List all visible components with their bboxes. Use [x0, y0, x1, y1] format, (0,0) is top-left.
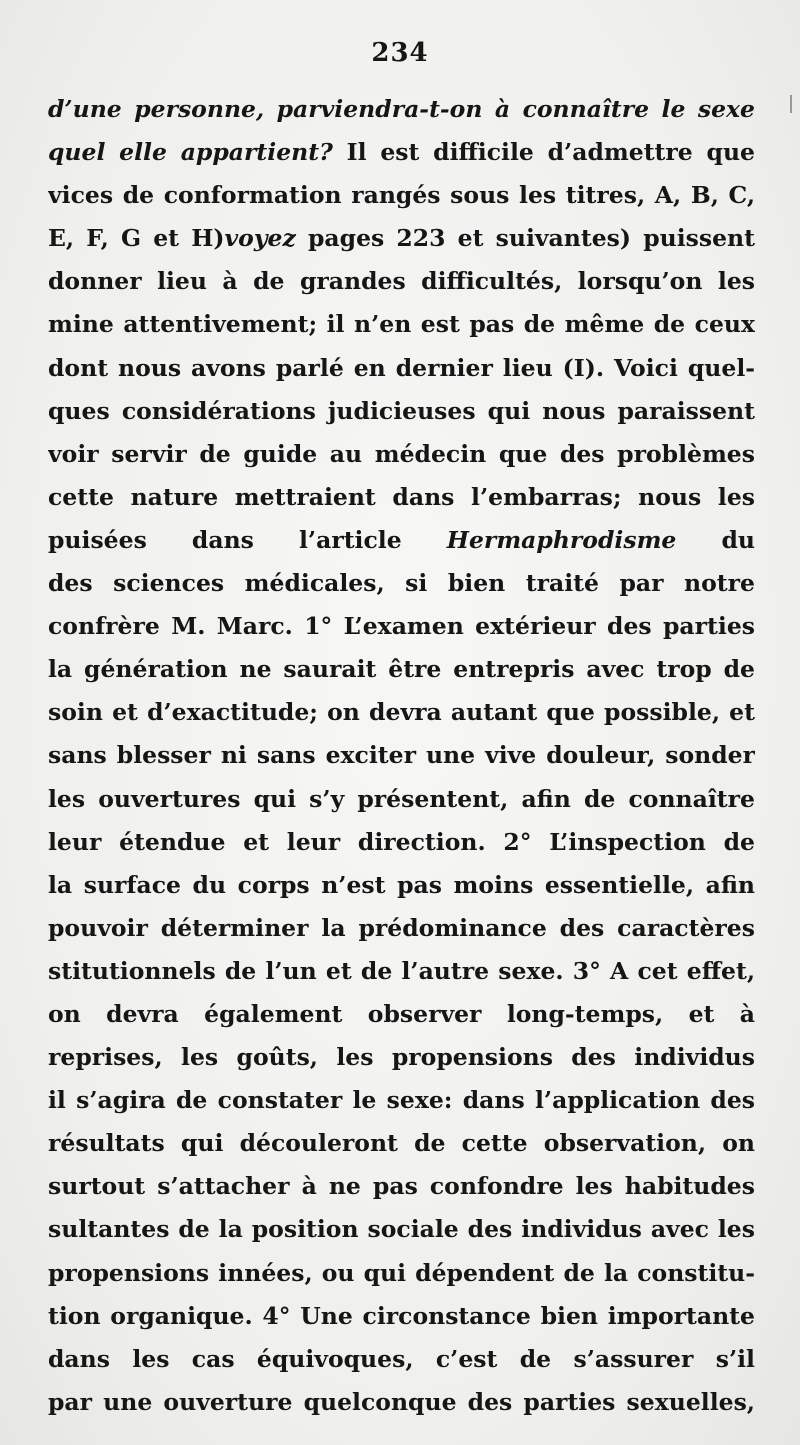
- text-segment: la génération ne saurait être entrepris avec trop de: [48, 655, 755, 684]
- text-line: [48, 864, 755, 907]
- text-segment: confrère M. Marc. 1° L’examen extérieur des parties: [48, 612, 755, 641]
- italic-text: Hermaphrodisme: [446, 525, 677, 554]
- text-line: [48, 907, 755, 950]
- text-segment: tion organique. 4° Une circonstance bien importante: [48, 1301, 755, 1330]
- text-line: [48, 131, 755, 174]
- text-segment: stitutionnels de l’un et de l’autre sexe. 3° A cet effet,: [48, 956, 755, 985]
- italic-text: d’une personne, parviendra-t-on à connaître le sexe: [48, 95, 755, 123]
- text-segment: reprises, les goûts, les propensions des individus: [48, 1043, 755, 1072]
- text-segment: Il est difficile d’admettre que: [346, 138, 755, 167]
- text-line: [48, 1036, 755, 1079]
- text-line: [48, 390, 755, 433]
- text-segment: propensions innées, ou qui dépendent de la constitu-: [48, 1258, 755, 1287]
- text-line: [48, 1079, 755, 1122]
- text-segment: mine attentivement; il n’en est pas de même de ceux: [48, 310, 755, 339]
- text-line: [48, 1208, 755, 1251]
- text-segment: il s’agira de constater le sexe: dans l’application des: [48, 1086, 755, 1115]
- text-line: [48, 1381, 755, 1424]
- text-segment: pages 223 et suivantes) puissent: [295, 224, 755, 253]
- text-segment: des sciences médicales, si bien traité par notre: [48, 569, 755, 598]
- text-line: [48, 519, 755, 562]
- text-line: [48, 1122, 755, 1165]
- body-text: [48, 88, 755, 1424]
- text-segment: surtout s’attacher à ne pas confondre les habitudes: [48, 1172, 755, 1201]
- text-segment: on devra également observer long-temps, et à: [48, 999, 755, 1028]
- text-line: [48, 303, 755, 346]
- text-line: [48, 993, 755, 1036]
- text-line: [48, 691, 755, 734]
- text-line: [48, 648, 755, 691]
- text-line: [48, 347, 755, 390]
- text-line: [48, 217, 755, 260]
- text-segment: les ouvertures qui s’y présentent, afin de connaître: [48, 784, 755, 813]
- text-segment: sans blesser ni sans exciter une vive douleur, sonder: [48, 741, 755, 770]
- text-segment: ques considérations judicieuses qui nous paraissent: [48, 396, 755, 425]
- text-segment: pouvoir déterminer la prédominance des caractères: [48, 913, 755, 942]
- text-segment: voir servir de guide au médecin que des problèmes: [48, 439, 755, 468]
- text-segment: E, F, G et H): [48, 224, 225, 253]
- text-segment: par une ouverture quelconque des parties sexuelles,: [48, 1387, 755, 1416]
- text-line: [48, 821, 755, 864]
- text-line: [48, 950, 755, 993]
- text-line: [48, 433, 755, 476]
- text-segment: cette nature mettraient dans l’embarras; nous les: [48, 482, 755, 511]
- text-line: [48, 476, 755, 519]
- text-line: [48, 260, 755, 303]
- text-segment: la surface du corps n’est pas moins essentielle, afin: [48, 870, 755, 899]
- page-number: 234: [371, 38, 429, 68]
- text-line: [48, 605, 755, 648]
- text-line: [48, 778, 755, 821]
- text-line: [48, 174, 755, 217]
- text-segment: soin et d’exactitude; on devra autant que possible, et: [48, 698, 755, 727]
- text-segment: puisées dans l’article: [48, 525, 447, 554]
- page-edge-mark: [790, 95, 792, 113]
- italic-text: voyez: [224, 224, 296, 253]
- text-line: [48, 1295, 755, 1338]
- text-line: [48, 734, 755, 777]
- text-segment: sultantes de la position sociale des individus avec les: [48, 1215, 755, 1244]
- text-line: [48, 562, 755, 605]
- italic-text: quel elle appartient?: [48, 138, 333, 167]
- text-line: [48, 1165, 755, 1208]
- text-line: [48, 1252, 755, 1295]
- text-segment: résultats qui découleront de cette observation, on: [48, 1129, 755, 1158]
- text-segment: du: [721, 525, 755, 554]
- text-segment: vices de conformation rangés sous les titres, A, B, C,: [48, 181, 755, 210]
- text-segment: dans les cas équivoques, c’est de s’assurer s’il: [48, 1344, 755, 1373]
- text-segment: leur étendue et leur direction. 2° L’inspection de: [48, 827, 755, 856]
- text-segment: donner lieu à de grandes difficultés, lorsqu’on les: [48, 267, 755, 296]
- text-line: [48, 1338, 755, 1381]
- text-segment: dont nous avons parlé en dernier lieu (I). Voici quel-: [48, 353, 755, 382]
- text-line: [48, 88, 755, 131]
